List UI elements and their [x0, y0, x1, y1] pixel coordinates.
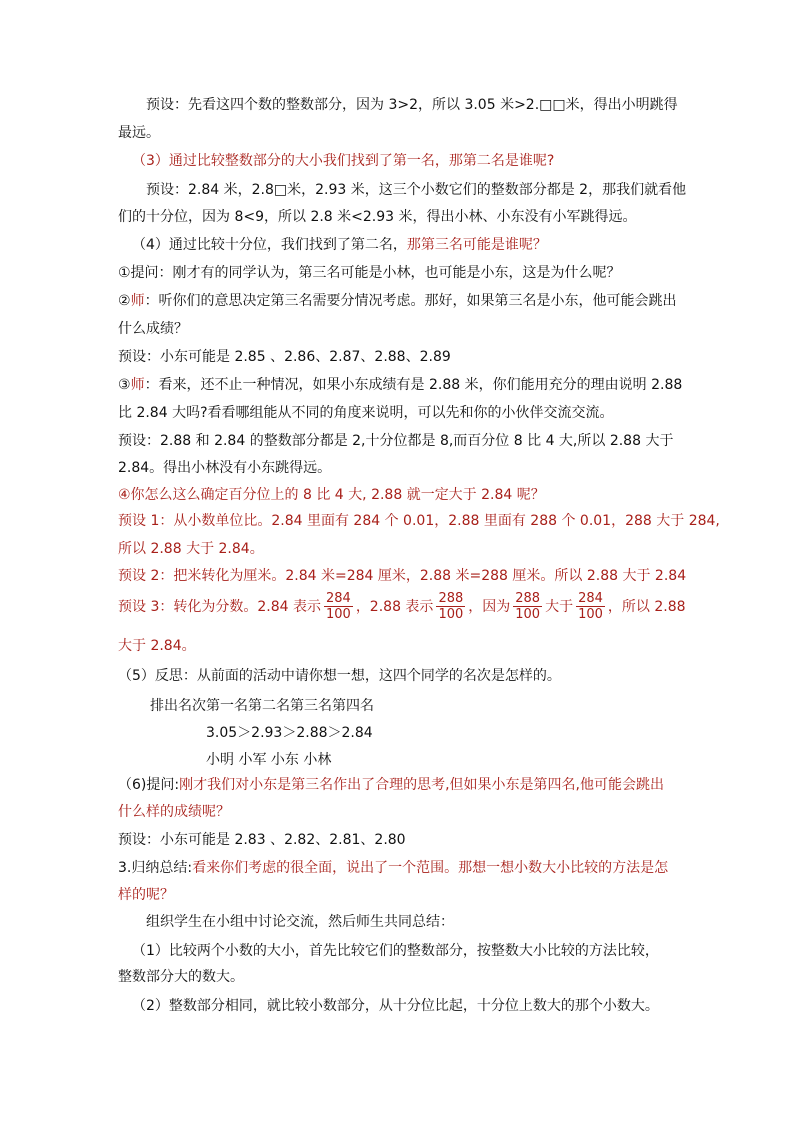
fraction-denominator: 100: [515, 606, 541, 622]
fraction-line: [118, 584, 686, 628]
text-segment: 大于: [545, 599, 574, 615]
ranking-expression: 3.05＞2.93＞2.88＞2.84: [206, 725, 373, 741]
paragraph-line: 预设：小东可能是 2.83 、2.82、2.81、2.80: [118, 832, 406, 848]
step-label: 3.归纳总结:: [118, 860, 193, 876]
fraction: [324, 591, 353, 622]
question-text: 看来你们考虑的很全面，说出了一个范围。那想一想小数大小比较的方法是怎: [192, 860, 669, 876]
question-text: 那第三名可能是谁呢？: [406, 237, 547, 253]
text-segment: ，所以 2.88: [607, 599, 686, 615]
fraction: [436, 591, 465, 622]
question-text: 那第二名是谁呢?: [448, 153, 555, 169]
fraction-numerator: 284: [325, 590, 351, 606]
paragraph-line: [118, 376, 682, 394]
paragraph-line: （2）整数部分相同，就比较小数部分，从十分位比起，十分位上数大的那个小数大。: [132, 998, 659, 1014]
step-label: （4）通过比较十分位，我们找到了第二名，: [132, 237, 407, 253]
question-text: 刚才我们对小东是第三名作出了合理的思考,但如果小东是第四名,他可能会跳出: [179, 777, 664, 793]
teacher-label: 师: [130, 377, 145, 393]
paragraph-line: 排出名次第一名第二名第三名第四名: [150, 698, 374, 714]
paragraph-line: ①提问：刚才有的同学认为，第三名可能是小林，也可能是小东，这是为什么呢？: [118, 265, 621, 281]
paragraph-line: 预设：先看这四个数的整数部分，因为 3>2，所以 3.05 米>2.□□米，得出小明跳得: [146, 97, 678, 113]
teacher-label: 师: [130, 293, 145, 309]
item-marker: ③: [118, 377, 131, 393]
item-marker: ②: [118, 293, 131, 309]
fraction-denominator: 100: [325, 606, 351, 622]
paragraph-line: ④你怎么这么确定百分位上的 8 比 4 大, 2.88 就一定大于 2.84 呢？: [118, 487, 545, 503]
paragraph-line: [118, 292, 677, 310]
fraction: [576, 591, 605, 622]
fraction-numerator: 284: [578, 590, 603, 606]
fraction-numerator: 288: [515, 590, 541, 606]
paragraph-line: [132, 152, 554, 170]
text-segment: ，因为: [468, 599, 511, 615]
paragraph-line: （1）比较两个小数的大小，首先比较它们的整数部分，按整数大小比较的方法比较，: [132, 943, 659, 959]
paragraph-line: 整数部分大的数大。: [118, 969, 244, 985]
paragraph-line: 所以 2.88 大于 2.84。: [118, 541, 264, 557]
paragraph-line: 预设：2.88 和 2.84 的整数部分都是 2,十分位都是 8,而百分位 8 比 4 大,所以 2.88 大于: [118, 433, 674, 449]
fraction-numerator: 288: [438, 590, 464, 606]
step-label: （6)提问:: [118, 777, 180, 793]
paragraph-line: 预设：2.84 米，2.8□米，2.93 米，这三个小数它们的整数部分都是 2，那我们就看他: [146, 182, 687, 198]
paragraph-line: 大于 2.84。: [118, 638, 196, 654]
paragraph-line: [118, 859, 668, 877]
paragraph-line: 2.84。得出小林没有小东跳得远。: [118, 460, 332, 476]
paragraph-line: 样的呢？: [118, 887, 174, 903]
paragraph-line: 什么样的成绩呢？: [118, 804, 230, 820]
ranking-names: 小明 小军 小东 小林: [206, 752, 332, 768]
paragraph-line: [132, 236, 547, 254]
paragraph-line: [118, 776, 664, 794]
step-label: （3）通过比较整数部分的大小我们找到了第一名，: [132, 153, 449, 169]
paragraph-line: 预设：小东可能是 2.85 、2.86、2.87、2.88、2.89: [118, 349, 451, 365]
fraction-denominator: 100: [578, 606, 603, 622]
paragraph-line: 预设 2：把米转化为厘米。2.84 米=284 厘米，2.88 米=288 厘米。所以 2.88 大于 2.84: [118, 568, 687, 584]
paragraph-line: （5）反思：从前面的活动中请你想一想，这四个同学的名次是怎样的。: [118, 668, 561, 684]
paragraph-line: 比 2.84 大吗?看看哪组能从不同的角度来说明，可以先和你的小伙伴交流交流。: [118, 405, 614, 421]
fraction: [513, 591, 542, 622]
paragraph-line: 什么成绩？: [118, 321, 188, 337]
paragraph-line: 最远。: [118, 125, 160, 141]
text-segment: 预设 3：转化为分数。2.84 表示: [118, 599, 321, 615]
teacher-speech: ：看来，还不止一种情况，如果小东成绩有是 2.88 米，你们能用充分的理由说明 2.88: [144, 377, 683, 393]
text-segment: ，2.88 表示: [355, 599, 434, 615]
paragraph-line: 组织学生在小组中讨论交流，然后师生共同总结：: [146, 914, 454, 930]
paragraph-line: 预设 1：从小数单位比。2.84 里面有 284 个 0.01，2.88 里面有 288 个 0.01，288 大于 284,: [118, 513, 720, 529]
paragraph-line: 们的十分位，因为 8<9，所以 2.8 米<2.93 米，得出小林、小东没有小军跳得远。: [118, 209, 637, 225]
teacher-speech: ：听你们的意思决定第三名需要分情况考虑。那好，如果第三名是小东，他可能会跳出: [144, 293, 677, 309]
fraction-denominator: 100: [438, 606, 464, 622]
